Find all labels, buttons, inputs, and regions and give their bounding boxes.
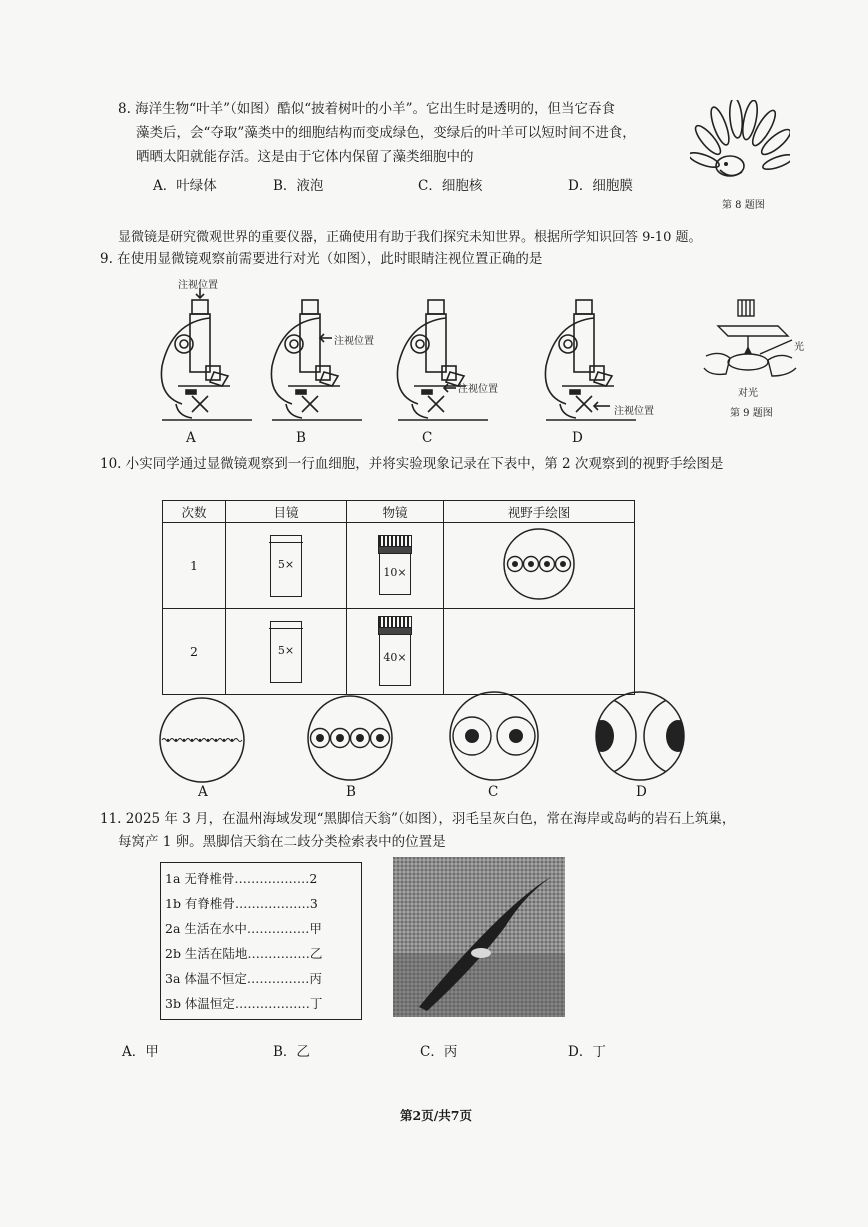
q11-option-a: A．甲 xyxy=(122,1044,159,1060)
label-duiguang: 对光 xyxy=(738,388,758,399)
q11-line1: 11. 2025 年 3 月，在温州海域发现“黑脚信天翁”（如图），羽毛呈灰白色，常在海岸或岛屿的岩石上筑巢， xyxy=(100,811,736,827)
header-eyepiece: 目镜 xyxy=(226,501,347,523)
header-objective: 物镜 xyxy=(347,501,444,523)
key-line-3a: 3a 体温不恒定……………丙 xyxy=(165,971,322,986)
view-option-c xyxy=(446,690,546,782)
gaze-label-c: 注视位置 xyxy=(458,384,498,395)
eyepiece-1: 5× xyxy=(270,535,302,597)
q9-option-b: B xyxy=(296,430,306,446)
q10-option-c: C xyxy=(488,784,499,800)
q8-option-b: B．液泡 xyxy=(273,178,324,194)
q8-option-a: A．叶绿体 xyxy=(153,178,217,194)
table-row xyxy=(163,523,635,609)
key-line-1b: 1b 有脊椎骨………………3 xyxy=(165,896,318,911)
row1-count: 1 xyxy=(163,523,226,609)
microscope-b xyxy=(262,286,374,426)
view-option-b xyxy=(302,694,402,784)
alignment-light-figure xyxy=(700,296,800,396)
q9-option-a: A xyxy=(186,430,196,446)
view-option-d xyxy=(592,690,692,782)
experiment-table xyxy=(162,500,635,695)
field-of-view-2-blank xyxy=(444,609,635,695)
row2-count: 2 xyxy=(163,609,226,695)
q8-option-c: C．细胞核 xyxy=(418,178,483,194)
eyepiece-2: 5× xyxy=(270,621,302,683)
q8-line2: 藻类后，会“夺取”藻类中的细胞结构而变成绿色，变绿后的叶羊可以短时间不进食， xyxy=(136,125,636,141)
label-light: 光 xyxy=(794,342,804,353)
q10-option-d: D xyxy=(636,784,647,800)
key-line-1a: 1a 无脊椎骨………………2 xyxy=(165,871,318,886)
key-line-2a: 2a 生活在水中……………甲 xyxy=(165,921,322,936)
q9-option-d: D xyxy=(572,430,583,446)
q10-option-a: A xyxy=(198,784,208,800)
key-line-3b: 3b 体温恒定………………丁 xyxy=(165,996,323,1011)
q10-option-b: B xyxy=(346,784,356,800)
q11-option-d: D．丁 xyxy=(568,1044,606,1060)
q11-option-c: C．丙 xyxy=(420,1044,458,1060)
leaf-sheep-figure xyxy=(690,100,790,192)
q8-line3: 晒晒太阳就能存活。这是由于它体内保留了藻类细胞中的 xyxy=(136,149,474,165)
q8-figure-caption: 第 8 题图 xyxy=(722,200,765,211)
q9-figure-caption: 第 9 题图 xyxy=(730,408,773,419)
header-count: 次数 xyxy=(163,501,226,523)
header-drawing: 视野手绘图 xyxy=(444,501,635,523)
page-footer: 第2页/共7页 xyxy=(400,1108,472,1123)
q11-line2: 每窝产 1 卵。黑脚信天翁在二歧分类检索表中的位置是 xyxy=(118,834,446,850)
table-row xyxy=(163,609,635,695)
gaze-label-a: 注视位置 xyxy=(178,280,218,291)
microscope-a xyxy=(152,286,264,426)
intro-text: 显微镜是研究微观世界的重要仪器，正确使用有助于我们探究未知世界。根据所学知识回答 9-10 题。 xyxy=(118,230,702,245)
q9-stem: 9. 在使用显微镜观察前需要进行对光（如图），此时眼睛注视位置正确的是 xyxy=(100,251,543,267)
objective-2: 40× xyxy=(378,616,412,688)
view-option-a xyxy=(154,694,254,784)
q10-stem: 10. 小实同学通过显微镜观察到一行血细胞，并将实验现象记录在下表中，第 2 次观察到的视野手绘图是 xyxy=(100,456,724,472)
q11-option-b: B．乙 xyxy=(273,1044,310,1060)
microscope-c xyxy=(388,286,500,426)
q8-line1: 8. 海洋生物“叶羊”（如图）酷似“披着树叶的小羊”。它出生时是透明的，但当它吞食 xyxy=(118,101,616,117)
albatross-photo xyxy=(393,857,565,1017)
gaze-label-d: 注视位置 xyxy=(614,406,654,417)
field-of-view-1 xyxy=(501,526,577,602)
q9-option-c: C xyxy=(422,430,433,446)
dichotomous-key xyxy=(160,862,362,1020)
key-line-2b: 2b 生活在陆地……………乙 xyxy=(165,946,323,961)
objective-1: 10× xyxy=(378,535,412,597)
q8-option-d: D．细胞膜 xyxy=(568,178,633,194)
gaze-label-b: 注视位置 xyxy=(334,336,374,347)
